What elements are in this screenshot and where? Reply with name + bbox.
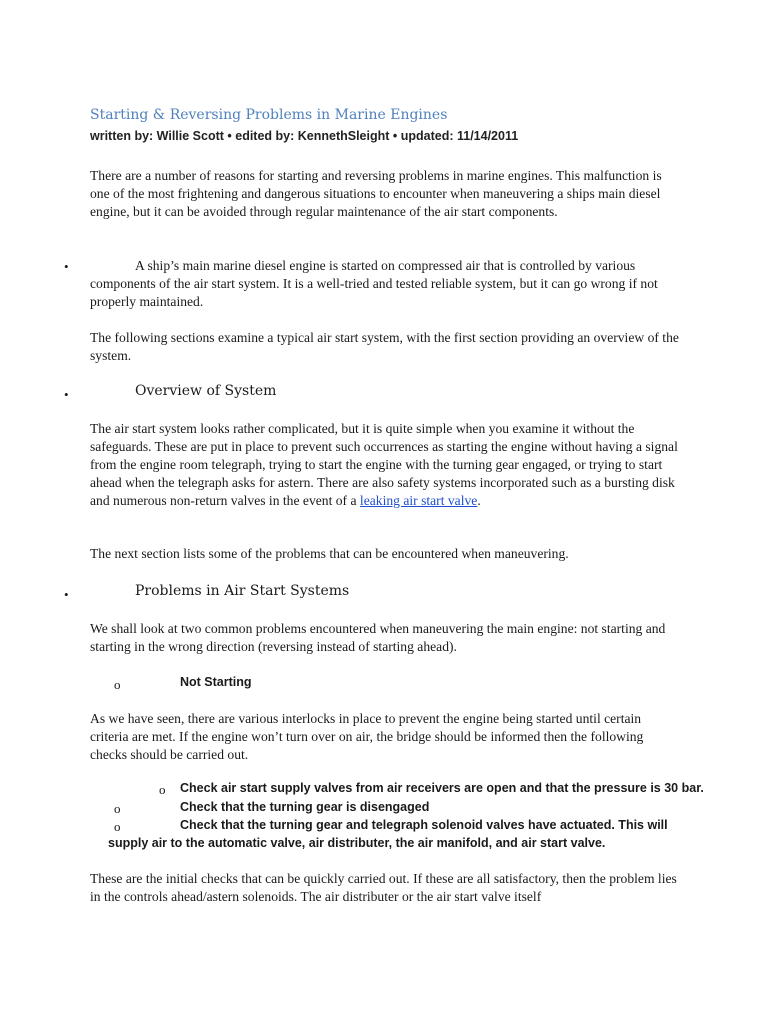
intro-paragraph: There are a number of reasons for starting and reversing problems in marine engines. This malfunction is one of the most frightening and dangerous situations to encounter when maneuvering a ships main diesel engine, but it can be avoided through regular maintenance of the air start components.	[90, 168, 662, 219]
check-item-3: Check that the turning gear and telegraph solenoid valves have actuated. This will	[180, 818, 668, 832]
check-marker: o	[114, 801, 121, 816]
interlocks-paragraph: As we have seen, there are various interlocks in place to prevent the engine being started until certain criteria are met. If the engine won’t turn over on air, the bridge should be informed then the following checks should be carried out.	[90, 711, 644, 762]
leaking-air-start-valve-link[interactable]: leaking air start valve	[359, 493, 478, 508]
article-title: Starting & Reversing Problems in Marine Engines	[90, 107, 448, 123]
initial-checks-paragraph: These are the initial checks that can be quickly carried out. If these are all satisfactory, then the problem lies in the controls ahead/astern solenoids. The air distributer or the air start valve itself	[90, 871, 677, 904]
overview-text: The air start system looks rather complicated, but it is quite simple when you examine it without the safeguards. These are put in place to prevent such occurrences as starting the engine without having a signal from the engine room telegraph, trying to start the engine with the turning gear engaged, or trying to start ahead when the telegraph asks for astern. There are also safety systems incorporated such as a bursting disk and numerous non-return valves in the event of a	[90, 421, 678, 508]
article-byline: written by: Willie Scott • edited by: KennethSleight • updated: 11/14/2011	[90, 129, 519, 143]
bullet-paragraph-1-text: A ship’s main marine diesel engine is started on compressed air that is controlled by various components of the air start system. It is a well-tried and tested reliable system, but it can go wrong if not properly maintained.	[90, 258, 658, 309]
overview-end: .	[477, 493, 481, 508]
heading-overview: Overview of System	[135, 383, 277, 399]
bullet-marker: •	[64, 387, 69, 402]
bullet-marker: •	[64, 587, 69, 602]
bullet-marker: •	[64, 259, 69, 274]
check-item-1: Check air start supply valves from air receivers are open and that the pressure is 30 bar.	[180, 781, 704, 795]
check-item-3-continuation: supply air to the automatic valve, air distributer, the air manifold, and air start valve.	[108, 836, 606, 850]
check-marker: o	[159, 782, 166, 797]
subheading-not-starting: Not Starting	[180, 675, 252, 689]
sub-bullet-marker: o	[114, 677, 121, 692]
bullet-paragraph-1	[90, 257, 680, 311]
heading-problems: Problems in Air Start Systems	[135, 583, 350, 599]
next-section-paragraph: The next section lists some of the problems that can be encountered when maneuvering.	[90, 546, 569, 561]
check-item-2: Check that the turning gear is disengaged	[180, 800, 430, 814]
following-paragraph: The following sections examine a typical air start system, with the first section providing an overview of the system.	[90, 330, 679, 363]
problems-paragraph: We shall look at two common problems encountered when maneuvering the main engine: not starting and starting in the wrong direction (reversing instead of starting ahead).	[90, 621, 666, 654]
overview-paragraph	[90, 420, 680, 510]
check-marker: o	[114, 819, 121, 834]
